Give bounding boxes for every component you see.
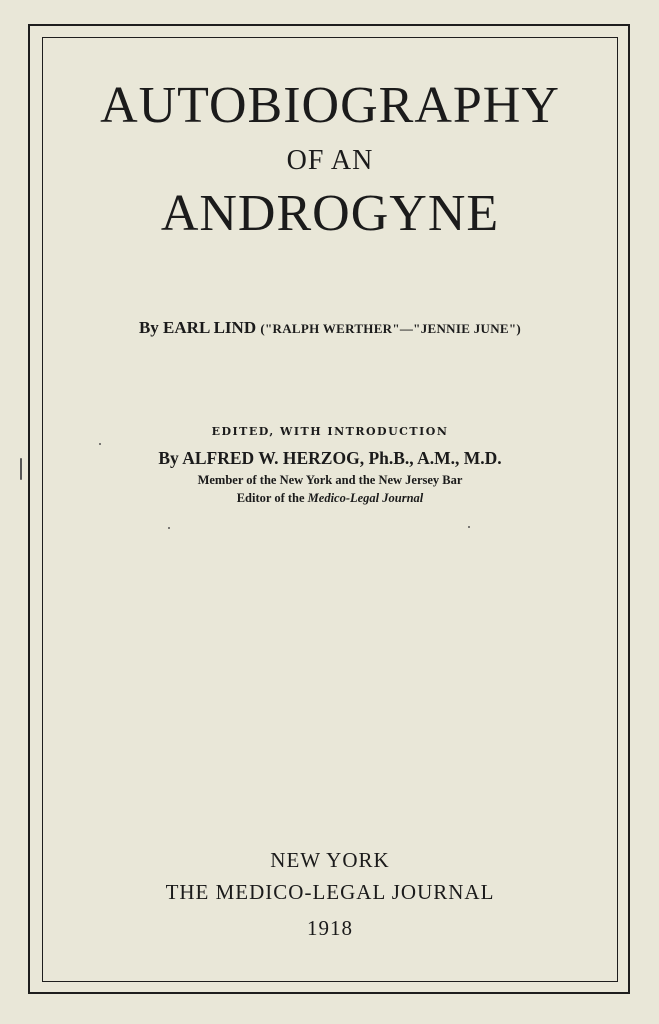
imprint-place: NEW YORK — [270, 848, 390, 872]
author-name: EARL LIND — [163, 318, 257, 337]
paper-speck — [99, 443, 101, 445]
imprint-publisher: THE MEDICO-LEGAL JOURNAL — [165, 880, 495, 904]
title-line-3: ANDROGYNE — [160, 185, 500, 242]
title-line-2: OF AN — [286, 145, 374, 176]
author-line — [42, 318, 618, 339]
imprint-year: 1918 — [307, 916, 353, 940]
editor-line — [42, 447, 618, 469]
editor-affiliation-journal — [42, 490, 618, 506]
paper-margin-mark — [20, 458, 22, 480]
editor-affiliation-prefix: Editor of the — [236, 491, 305, 505]
title-line-1: AUTOBIOGRAPHY — [100, 77, 560, 134]
paper-speck — [468, 526, 470, 528]
journal-name: Medico-Legal Journal — [307, 491, 424, 505]
author-prefix: By — [138, 318, 159, 337]
editor-prefix: By — [158, 448, 179, 468]
author-pseudonyms: ("RALPH WERTHER"—"JENNIE JUNE") — [260, 321, 522, 336]
inner-border — [42, 37, 618, 982]
editor-affiliation-bar: Member of the New York and the New Jersey Bar — [197, 473, 463, 487]
edited-with-introduction: EDITED, WITH INTRODUCTION — [211, 425, 449, 438]
editor-name: ALFRED W. HERZOG, Ph.B., A.M., M.D. — [182, 448, 502, 468]
paper-speck — [168, 527, 170, 529]
